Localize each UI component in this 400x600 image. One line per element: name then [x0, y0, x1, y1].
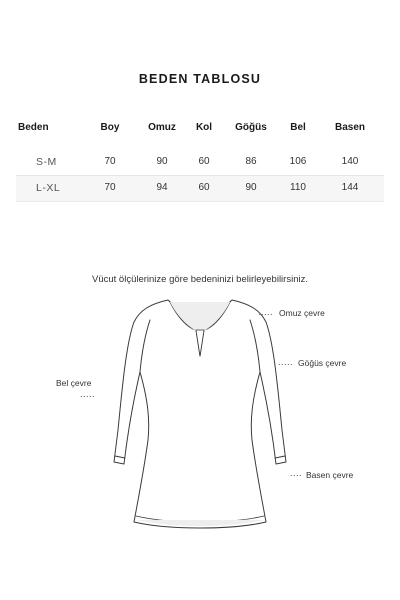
cell-boy: 70 [104, 182, 116, 193]
chest-dots: ..... [278, 357, 294, 367]
cell-basen: 144 [341, 182, 359, 193]
header-boy: Boy [100, 122, 120, 133]
cell-basen: 140 [341, 156, 359, 167]
cell-boy: 70 [104, 156, 116, 167]
cell-bel: 106 [289, 156, 307, 167]
waist-dots: ..... [80, 389, 96, 399]
hip-dots: .... [290, 468, 303, 478]
header-beden: Beden [18, 122, 49, 133]
cell-omuz: 90 [156, 156, 168, 167]
instruction-text: Vücut ölçülerinize göre bedeninizi belirleyebilirsiniz. [92, 274, 308, 285]
cell-size: S-M [36, 156, 57, 168]
cell-kol: 60 [198, 182, 210, 193]
cell-gogus: 90 [245, 182, 257, 193]
cell-bel: 110 [290, 182, 306, 193]
chest-label: Göğüs çevre [298, 358, 347, 368]
cell-omuz: 94 [156, 182, 168, 193]
shoulder-dots: ..... [258, 307, 274, 317]
cell-kol: 60 [198, 156, 210, 167]
header-omuz: Omuz [148, 122, 176, 133]
header-basen: Basen [334, 122, 365, 133]
page-title: BEDEN TABLOSU [138, 72, 262, 86]
header-kol: Kol [195, 122, 213, 133]
cell-gogus: 86 [245, 156, 257, 167]
header-gogus: Göğüs [235, 122, 267, 133]
cell-size: L-XL [36, 182, 61, 194]
shoulder-label: Omuz çevre [279, 308, 325, 318]
waist-label: Bel çevre [56, 378, 92, 388]
hip-label: Basen çevre [306, 470, 354, 480]
header-bel: Bel [290, 122, 306, 133]
